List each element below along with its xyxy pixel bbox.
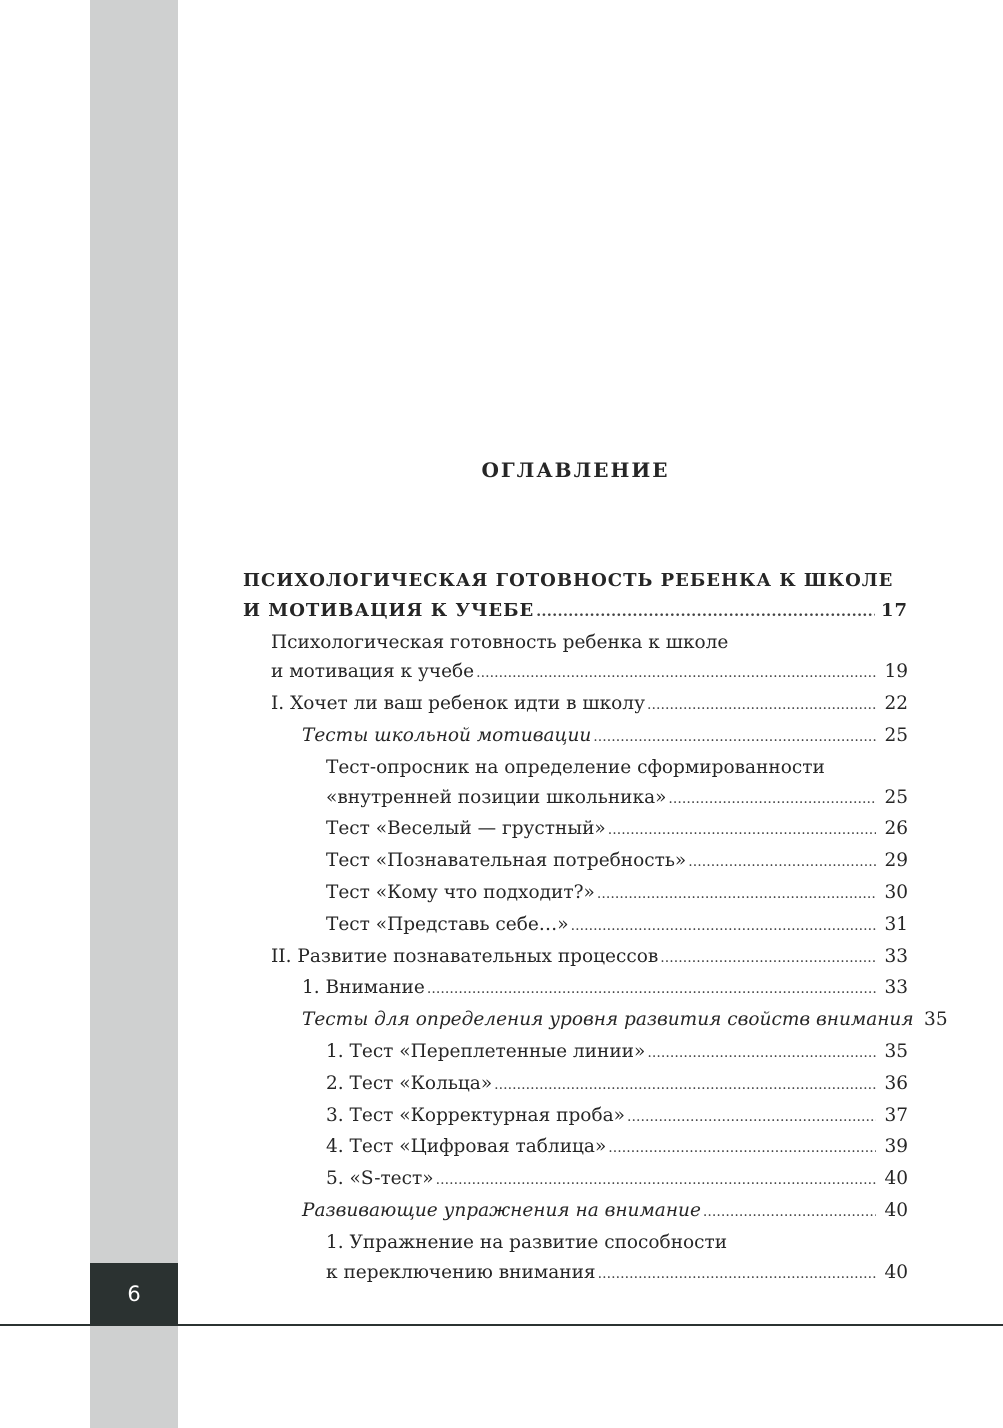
toc-entry-text: Тест «Познавательная потребность» (326, 850, 687, 872)
toc-entry[interactable] (243, 1005, 948, 1037)
dot-leader (608, 814, 876, 846)
toc-entry[interactable] (243, 814, 908, 846)
toc-entry[interactable] (243, 783, 908, 815)
toc-page-number: 36 (884, 1072, 908, 1094)
toc-entry-text: 4. Тест «Цифровая таблица» (326, 1136, 607, 1158)
dot-leader (593, 721, 876, 753)
toc-entry-text: II. Развитие познавательных процессов (271, 945, 659, 967)
toc-entry-text: 2. Тест «Кольца» (326, 1072, 493, 1094)
toc-entry[interactable] (243, 1258, 908, 1290)
toc-entry-text: и мотивация к учебе (271, 661, 475, 683)
dot-leader (608, 1132, 876, 1164)
dot-leader (688, 846, 876, 878)
toc-entry-text: 1. Тест «Переплетенные линии» (326, 1040, 646, 1062)
toc-page-number: 39 (884, 1136, 908, 1158)
toc-title: ОГЛАВЛЕНИЕ (481, 458, 670, 482)
toc-entry[interactable] (243, 657, 908, 689)
toc-entry-text: Тест «Кому что подходит?» (326, 881, 595, 903)
toc-page-number: 37 (884, 1104, 908, 1126)
toc-entry-text: 1. Внимание (302, 977, 425, 999)
toc-section-line1 (243, 566, 908, 596)
toc-page-number: 35 (884, 1040, 908, 1062)
toc-page-number: 29 (884, 850, 908, 872)
toc-page-number: 33 (884, 945, 908, 967)
page-number: 6 (90, 1263, 178, 1325)
dot-leader (647, 1037, 876, 1069)
toc-entry-text: Тесты для определения уровня развития свойств внимания (302, 1009, 914, 1031)
toc-entry-line1 (243, 753, 908, 783)
toc-page-number: 31 (884, 913, 908, 935)
dot-leader (476, 657, 876, 689)
toc-entry[interactable] (243, 689, 908, 721)
toc-entry-text: Психологическая готовность ребенка к школе (271, 631, 729, 653)
bottom-rule (0, 1324, 1003, 1326)
dot-leader (627, 1101, 876, 1133)
toc-entry[interactable] (243, 1037, 908, 1069)
dot-leader (436, 1164, 876, 1196)
toc-page-number: 22 (884, 693, 908, 715)
toc-entry[interactable] (243, 1101, 908, 1133)
toc-page-number: 35 (924, 1009, 948, 1031)
dot-leader (703, 1196, 876, 1228)
toc-page-number: 40 (884, 1168, 908, 1190)
toc-section-line2[interactable] (243, 596, 908, 628)
side-strip (90, 0, 178, 1428)
toc-entry-text: 1. Упражнение на развитие способности (326, 1231, 728, 1253)
toc-section-title-part1: ПСИХОЛОГИЧЕСКАЯ ГОТОВНОСТЬ РЕБЕНКА К ШКОЛЕ (243, 570, 894, 591)
toc-entry[interactable] (243, 1164, 908, 1196)
toc-page-number: 17 (880, 599, 908, 621)
dot-leader (647, 689, 876, 721)
table-of-contents (243, 566, 948, 1289)
dot-leader (660, 942, 876, 974)
dot-leader (571, 910, 876, 942)
toc-entry-line1 (243, 1228, 908, 1258)
toc-entry[interactable] (243, 721, 908, 753)
toc-page-number: 40 (884, 1199, 908, 1221)
toc-entry-line1 (243, 628, 908, 658)
toc-entry[interactable] (243, 1132, 908, 1164)
dot-leader (536, 596, 875, 628)
toc-entry-text: Тесты школьной мотивации (302, 724, 592, 746)
toc-entry-text: Тест-опросник на определение сформированности (326, 756, 825, 778)
toc-entry[interactable] (243, 973, 908, 1005)
dot-leader (427, 973, 876, 1005)
toc-page-number: 30 (884, 881, 908, 903)
dot-leader (494, 1069, 876, 1101)
toc-page-number: 40 (884, 1261, 908, 1283)
dot-leader (597, 878, 876, 910)
toc-entry-text: Развивающие упражнения на внимание (302, 1199, 701, 1221)
toc-entry-text: 3. Тест «Корректурная проба» (326, 1104, 625, 1126)
toc-entry[interactable] (243, 1069, 908, 1101)
toc-page-number: 25 (884, 786, 908, 808)
toc-page-number: 19 (884, 661, 908, 683)
dot-leader (598, 1258, 876, 1290)
toc-entry-text: I. Хочет ли ваш ребенок идти в школу (271, 693, 645, 715)
toc-entry[interactable] (243, 846, 908, 878)
toc-page-number: 25 (884, 724, 908, 746)
toc-page-number: 26 (884, 818, 908, 840)
toc-entry[interactable] (243, 1196, 908, 1228)
toc-entry-text: «внутренней позиции школьника» (326, 786, 667, 808)
toc-entry-text: 5. «S-тест» (326, 1168, 434, 1190)
dot-leader (668, 783, 876, 815)
toc-section-title-part2: И МОТИВАЦИЯ К УЧЕБЕ (243, 599, 535, 621)
toc-entry-text: Тест «Представь себе…» (326, 913, 569, 935)
toc-page-number: 33 (884, 977, 908, 999)
toc-entry-text: Тест «Веселый — грустный» (326, 818, 606, 840)
toc-entry-text: к переключению внимания (326, 1261, 596, 1283)
toc-entry[interactable] (243, 878, 908, 910)
toc-entry[interactable] (243, 942, 908, 974)
toc-entry[interactable] (243, 910, 908, 942)
